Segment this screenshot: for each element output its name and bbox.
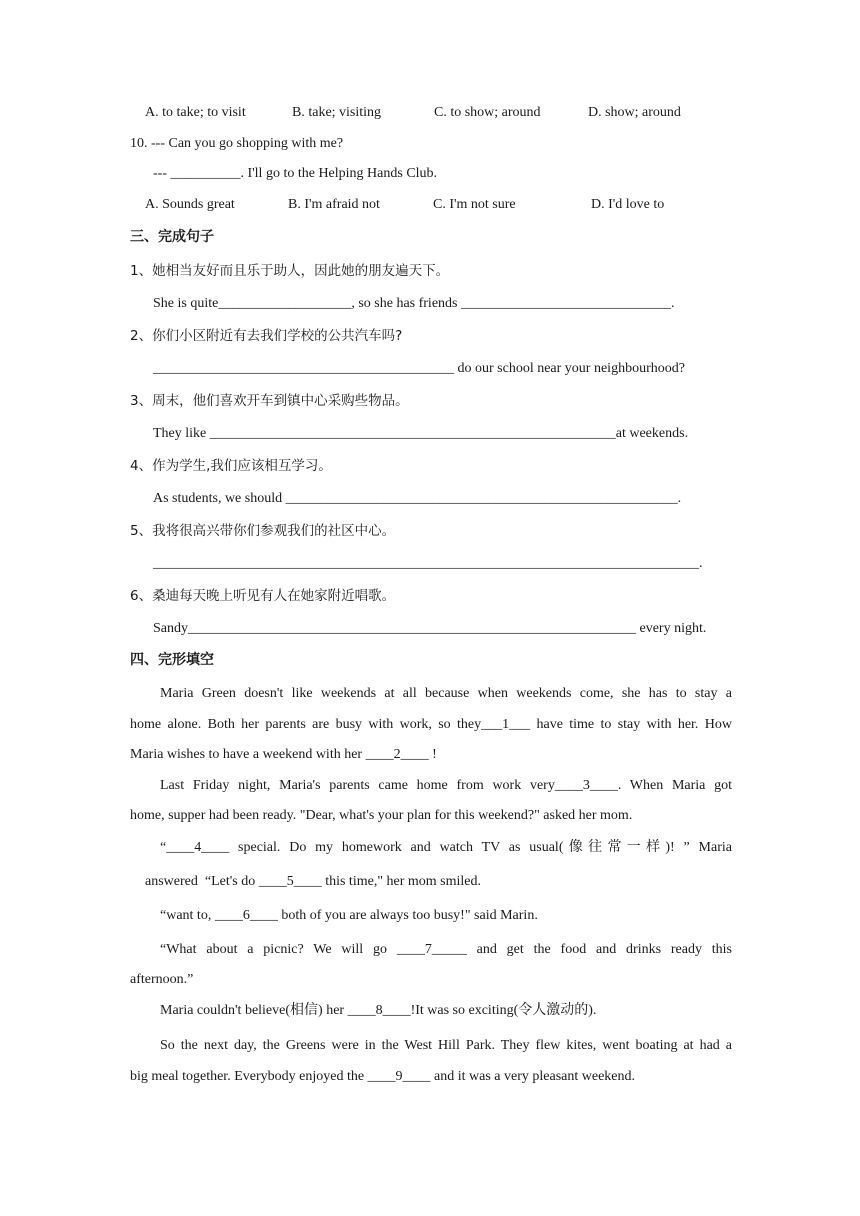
q10-answer-line: --- __________. I'll go to the Helping Hands Club. [153, 166, 438, 181]
s3-item2-en: ___________________________________________ do our school near your neighbourhood? [153, 361, 685, 376]
q10-question: 10. --- Can you go shopping with me? [130, 136, 344, 151]
s3-item3-en: They like __________________________________________________________at weekends. [153, 426, 689, 441]
s3-item6-cn: 6、桑迪每天晚上听见有人在她家附近唱歌。 [130, 588, 396, 604]
s3-item4-en: As students, we should ________________________________________________________. [153, 491, 682, 506]
cloze-p6: Maria couldn't believe(相信) her ____8____!It was so exciting(令人激动的). [160, 1003, 597, 1018]
s3-item5-cn: 5、我将很高兴带你们参观我们的社区中心。 [130, 523, 396, 539]
cloze-p5-line2: afternoon.” [130, 972, 194, 987]
q10-option-c: C. I'm not sure [433, 197, 516, 212]
q9-option-c: C. to show; around [434, 105, 541, 120]
cloze-p1-line3: Maria wishes to have a weekend with her ____2____ ! [130, 747, 437, 762]
section4-title: 四、完形填空 [130, 652, 214, 668]
cloze-p1-line2: home alone. Both her parents are busy with work, so they___1___ have time to stay with her. How [130, 717, 732, 732]
cloze-p1-line1: Maria Green doesn't like weekends at all because when weekends come, she has to stay a [160, 686, 732, 701]
section3-title: 三、完成句子 [130, 229, 214, 245]
s3-item6-en: Sandy________________________________________________________________ every night. [153, 621, 707, 636]
cloze-p2-line1: Last Friday night, Maria's parents came home from work very____3____. When Maria got [160, 778, 732, 793]
cloze-p7-line2: big meal together. Everybody enjoyed the ____9____ and it was a very pleasant weekend. [130, 1069, 636, 1084]
cloze-p3-line1: “____4____ special. Do my homework and watch TV as usual(像往常一样)! ” Maria [160, 840, 732, 855]
cloze-p4: “want to, ____6____ both of you are always too busy!" said Marin. [160, 908, 538, 923]
s3-item4-cn: 4、作为学生,我们应该相互学习。 [130, 458, 332, 474]
s3-item1-cn: 1、她相当友好而且乐于助人，因此她的朋友遍天下。 [130, 263, 450, 279]
q10-option-d: D. I'd love to [591, 197, 665, 212]
q10-option-a: A. Sounds great [145, 197, 235, 212]
q9-option-a: A. to take; to visit [145, 105, 246, 120]
q9-options [0, 104, 860, 122]
cloze-p3-line2: answered “Let's do ____5____ this time," her mom smiled. [145, 874, 482, 889]
s3-item2-cn: 2、你们小区附近有去我们学校的公共汽车吗? [130, 328, 403, 344]
cloze-p5-line1: “What about a picnic? We will go ____7_____ and get the food and drinks ready this [160, 942, 732, 957]
q10-options [0, 196, 860, 214]
s3-item5-en: ______________________________________________________________________________. [153, 556, 703, 571]
q9-option-b: B. take; visiting [292, 105, 382, 120]
cloze-p7-line1: So the next day, the Greens were in the West Hill Park. They flew kites, went boating at had a [160, 1038, 732, 1053]
q10-option-b: B. I'm afraid not [288, 197, 380, 212]
s3-item1-en: She is quite___________________, so she has friends ______________________________. [153, 296, 675, 311]
cloze-p2-line2: home, supper had been ready. "Dear, what's your plan for this weekend?" asked her mom. [130, 808, 633, 823]
s3-item3-cn: 3、周末，他们喜欢开车到镇中心采购些物品。 [130, 393, 409, 409]
q9-option-d: D. show; around [588, 105, 681, 120]
